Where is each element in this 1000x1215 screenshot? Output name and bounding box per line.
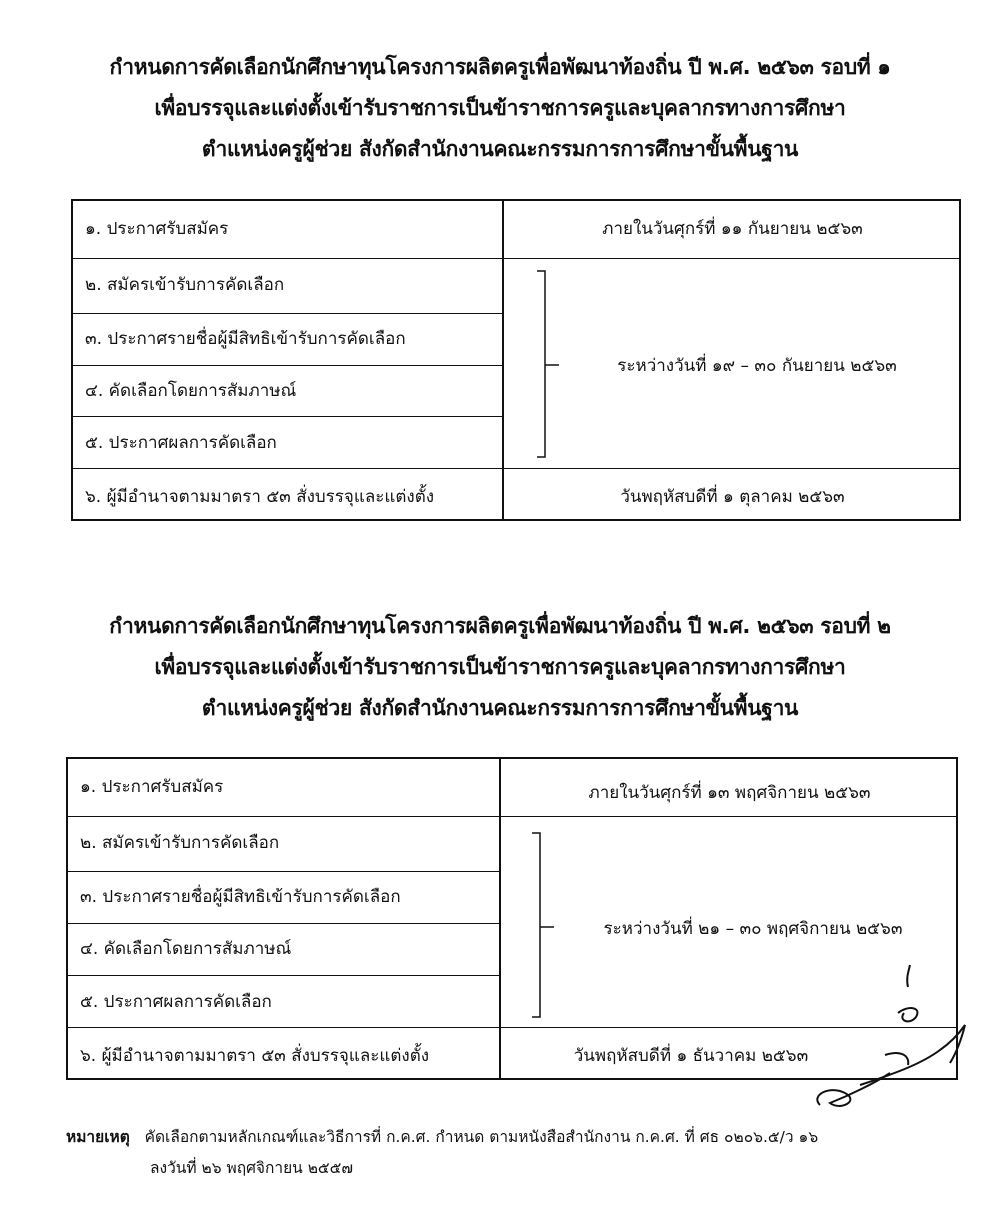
round2-step-1: ๑. ประกาศรับสมัคร xyxy=(80,777,224,797)
handwritten-signature xyxy=(790,955,990,1115)
round2-period-date: ระหว่างวันที่ ๒๑ – ๓๐ พฤศจิกายน ๒๕๖๓ xyxy=(603,919,903,939)
round2-step-6: ๖. ผู้มีอำนาจตามมาตรา ๕๓ สั่งบรรจุและแต่งตั้ง xyxy=(80,1046,430,1066)
round2-step-4: ๔. คัดเลือกโดยการสัมภาษณ์ xyxy=(80,939,292,959)
footnote-line2-block xyxy=(150,1157,353,1179)
round2-heading-line2: เพื่อบรรจุและแต่งตั้งเข้ารับราชการเป็นข้าราชการครูและบุคลากรทางการศึกษา xyxy=(154,655,846,679)
round2-heading xyxy=(0,606,1000,729)
round1-step-5: ๕. ประกาศผลการคัดเลือก xyxy=(85,433,277,453)
footnote xyxy=(66,1126,818,1148)
round1-step-1: ๑. ประกาศรับสมัคร xyxy=(85,219,229,239)
footnote-line2: ลงวันที่ ๒๖ พฤศจิกายน ๒๕๕๗ xyxy=(150,1159,354,1177)
footnote-label: หมายเหตุ xyxy=(66,1128,130,1146)
round2-heading-line3: ตำแหน่งครูผู้ช่วย สังกัดสำนักงานคณะกรรมการการศึกษาขั้นพื้นฐาน xyxy=(201,696,799,720)
round1-step-4: ๔. คัดเลือกโดยการสัมภาษณ์ xyxy=(85,381,297,401)
round2-appoint-date: วันพฤหัสบดีที่ ๑ ธันวาคม ๒๕๖๓ xyxy=(573,1046,809,1066)
round1-heading-line1: กำหนดการคัดเลือกนักศึกษาทุนโครงการผลิตครูเพื่อพัฒนาท้องถิ่น ปี พ.ศ. ๒๕๖๓ รอบที่ ๑ xyxy=(109,55,891,79)
round1-period-date: ระหว่างวันที่ ๑๙ – ๓๐ กันยายน ๒๕๖๓ xyxy=(617,356,897,376)
footnote-line1: คัดเลือกตามหลักเกณฑ์และวิธีการที่ ก.ค.ศ. กำหนด ตามหนังสือสำนักงาน ก.ค.ศ. ที่ ศธ ๐๒๐๖.๕/ว ๑๖ xyxy=(144,1128,819,1146)
round2-step-2: ๒. สมัครเข้ารับการคัดเลือก xyxy=(80,833,280,853)
round1-schedule-table xyxy=(71,199,961,521)
round2-bracket xyxy=(530,831,560,1031)
round1-heading xyxy=(0,47,1000,170)
round1-step-6: ๖. ผู้มีอำนาจตามมาตรา ๕๓ สั่งบรรจุและแต่งตั้ง xyxy=(85,487,435,507)
round1-step-2: ๒. สมัครเข้ารับการคัดเลือก xyxy=(85,275,285,295)
round1-heading-line2: เพื่อบรรจุและแต่งตั้งเข้ารับราชการเป็นข้าราชการครูและบุคลากรทางการศึกษา xyxy=(154,96,846,120)
round1-bracket xyxy=(535,269,565,469)
round2-announce-date: ภายในวันศุกร์ที่ ๑๓ พฤศจิกายน ๒๕๖๓ xyxy=(588,783,871,803)
round1-announce-date: ภายในวันศุกร์ที่ ๑๑ กันยายน ๒๕๖๓ xyxy=(602,219,863,239)
round2-step-5: ๕. ประกาศผลการคัดเลือก xyxy=(80,992,272,1012)
round1-step-3: ๓. ประกาศรายชื่อผู้มีสิทธิเข้ารับการคัดเลือก xyxy=(85,329,406,349)
round2-step-3: ๓. ประกาศรายชื่อผู้มีสิทธิเข้ารับการคัดเลือก xyxy=(80,887,401,907)
round1-appoint-date: วันพฤหัสบดีที่ ๑ ตุลาคม ๒๕๖๓ xyxy=(620,487,845,507)
round2-heading-line1: กำหนดการคัดเลือกนักศึกษาทุนโครงการผลิตครูเพื่อพัฒนาท้องถิ่น ปี พ.ศ. ๒๕๖๓ รอบที่ ๒ xyxy=(109,614,891,638)
round1-heading-line3: ตำแหน่งครูผู้ช่วย สังกัดสำนักงานคณะกรรมการการศึกษาขั้นพื้นฐาน xyxy=(201,137,799,161)
